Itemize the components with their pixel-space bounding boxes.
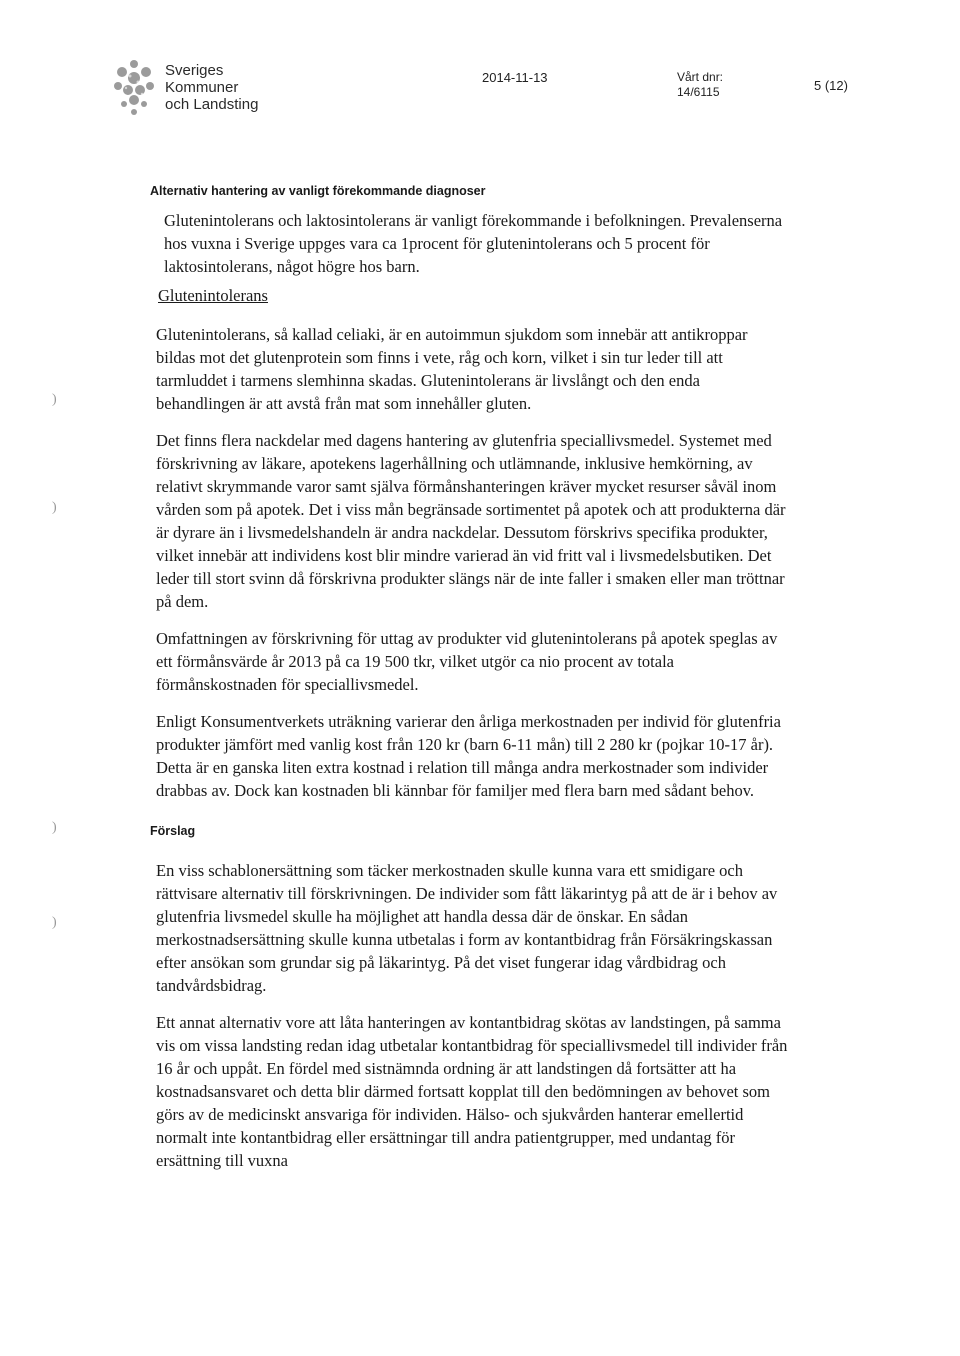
paragraph-drawbacks: Det finns flera nackdelar med dagens hantering av glutenfria speciallivsmedel. Systemet med förskrivning av läkare, apotekens lagerhållning och utlämnande, inklusive hemkörning, av relativt skrymmande varor samt själva förmånshanteringen kräver mycket resurser såväl inom vården som på apotek. Det i viss mån begränsade sortimentet på apotek och att produkterna där är dyrare än i livsmedelshandeln är andra nackdelar. Dessutom förskrivs specifika produkter, vilket innebär att individens kost blir mindre varierad än vid fritt val i livsmedelsbutiken. Det leder till stort svinn då förskrivna produkter slängs när de inte faller i smaken eller man tröttnar på dem.: [156, 431, 786, 611]
paragraph-proposal: En viss schablonersättning som täcker merkostnaden skulle kunna vara ett smidigare och rättvisare alternativ till förskrivningen. De individer som fått läkarintyg på att de är i behov av glutenfria livsmedel skulle ha möjlighet att handla dessa där de önskar. En sådan merkostnadsersättning skulle kunna utbetalas i form av kontantbidrag från Försäkringskassan efter ansökan som grundar sig på läkarintyg. På det viset fungerar idag vårdbidrag och tandvårdsbidrag.: [156, 861, 778, 995]
skl-crown-logo-icon: [108, 52, 160, 122]
section-heading: Alternativ hantering av vanligt förekommande diagnoser: [150, 184, 486, 198]
margin-mark: ): [52, 820, 57, 835]
org-name-line2: Kommuner: [165, 79, 239, 96]
reference-number: 14/6115: [677, 85, 720, 99]
document-body: [150, 180, 790, 1186]
paragraph-definition: Glutenintolerans, så kallad celiaki, är en autoimmun sjukdom som innebär att antikroppar bildas mot det glutenprotein som finns i vete, råg och korn, vilket i sin tur leder till att tarmluddet i tarmens slemhinna skadas. Glutenintolerans är livslångt och den enda behandlingen är att avstå från mat som innehåller gluten.: [156, 325, 748, 413]
organization-name: [165, 62, 258, 113]
intro-paragraph: Glutenintolerans och laktosintolerans är vanligt förekommande i befolkningen. Prevalenserna hos vuxna i Sverige uppges vara ca 1procent för glutenintolerans och 5 procent för laktosintolerans, något högre hos barn.: [164, 211, 783, 276]
paragraph-scope: Omfattningen av förskrivning för uttag av produkter vid glutenintolerans på apotek speglas av ett förmånsvärde år 2013 på ca 19 500 tkr, vilket utgör ca nio procent av totala förmånskostnaden för speciallivsmedel.: [156, 629, 778, 694]
margin-mark: ): [52, 500, 57, 515]
reference-label: Vårt dnr:: [677, 70, 724, 84]
paragraph-alternative: Ett annat alternativ vore att låta hanteringen av kontantbidrag skötas av landstingen, på samma vis om vissa landsting redan idag utbetalar kontantbidrag för speciallivsmedel till individer från 16 år och uppåt. En fördel med sistnämnda ordning är att landstingen då fortsätter att ha kostnadsansvaret och detta blir därmed fortsatt kopplat till den bedömningen av behovet som görs av de medicinskt ansvariga för individen. Hälso- och sjukvården hanterar emellertid normalt inte kontantbidrag eller ersättningar till andra patientgrupper, med undantag för ersättning till vuxna: [156, 1013, 788, 1170]
page-header: [0, 0, 960, 130]
org-name-line3: och Landsting: [165, 96, 259, 113]
margin-mark: ): [52, 915, 57, 930]
page-number: 5 (12): [814, 78, 848, 93]
paragraph-costs: Enligt Konsumentverkets uträkning varierar den årliga merkostnaden per individ för glutenfria produkter jämfört med vanlig kost från 120 kr (barn 6-11 mån) till 2 280 kr (pojkar 10-17 år). Detta är en ganska liten extra kostnad i relation till många andra merkostnader som individer drabbas av. Dock kan kostnaden bli kännbar för familjer med flera barn med sådant behov.: [156, 712, 781, 800]
reference-block: [677, 70, 723, 100]
subheading-glutenintolerans: Glutenintolerans: [158, 286, 268, 305]
margin-mark: ): [52, 392, 57, 407]
org-name-line1: Sveriges: [165, 62, 224, 79]
document-date: 2014-11-13: [482, 70, 548, 85]
section-heading-forslag: Förslag: [150, 824, 196, 838]
